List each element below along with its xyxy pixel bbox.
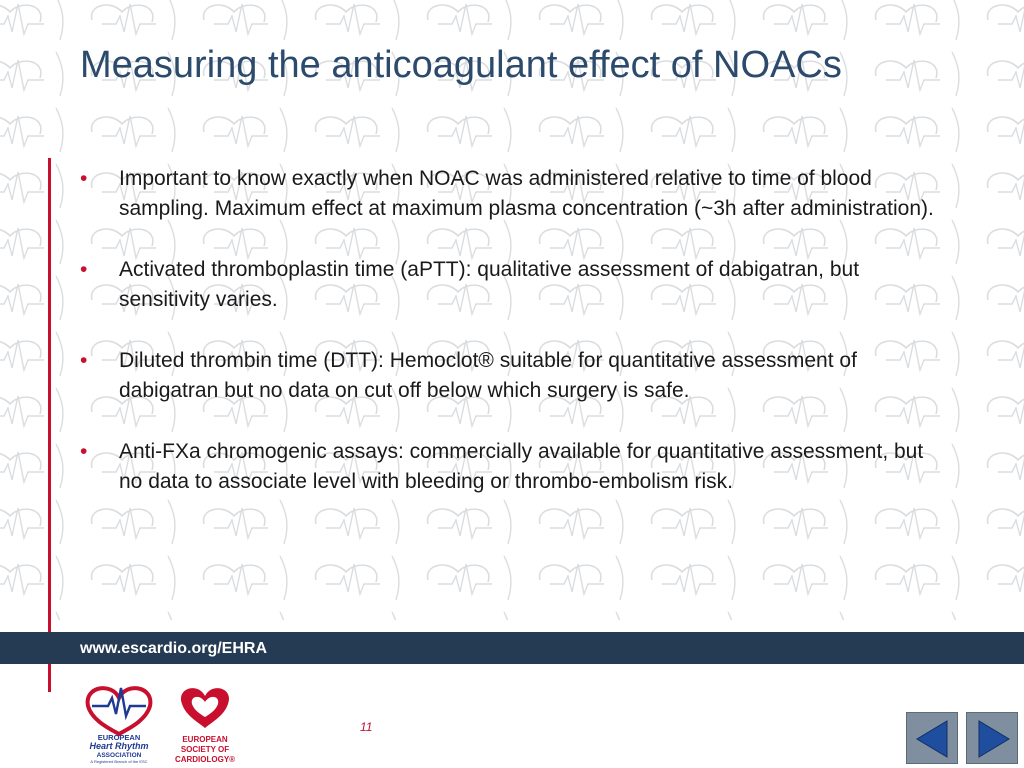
bullet-text: Important to know exactly when NOAC was administered relative to time of blood sampling. Maximum effect at maximum plasma concentration (~3h after administration). [119, 167, 934, 220]
bullet-text: Diluted thrombin time (DTT): Hemoclot® suitable for quantitative assessment of dabigatran but no data on cut off below which surgery is safe. [119, 349, 857, 402]
bullet-marker: • [80, 258, 88, 281]
next-slide-button[interactable] [966, 712, 1018, 764]
svg-text:EUROPEAN: EUROPEAN [182, 735, 228, 744]
svg-text:ASSOCIATION: ASSOCIATION [96, 752, 142, 759]
slide-title: Measuring the anticoagulant effect of NOACs [80, 44, 842, 86]
triangle-left-icon [907, 713, 959, 765]
bullet-text: Activated thromboplastin time (aPTT): qualitative assessment of dabigatran, but sensitivity varies. [119, 258, 860, 311]
svg-text:CARDIOLOGY®: CARDIOLOGY® [174, 755, 236, 764]
bullet-item [76, 255, 946, 315]
bullet-item [76, 346, 946, 406]
ehra-logo [74, 678, 164, 764]
svg-text:SOCIETY OF: SOCIETY OF [180, 745, 230, 754]
svg-text:Heart Rhythm: Heart Rhythm [89, 741, 149, 751]
bullet-marker: • [80, 349, 88, 372]
triangle-right-icon [967, 713, 1019, 765]
page-number: 11 [360, 720, 373, 734]
bullet-item [76, 164, 946, 224]
bullet-marker: • [80, 440, 88, 463]
svg-text:A Registered Branch of the ESC: A Registered Branch of the ESC [90, 759, 148, 764]
bullet-marker: • [80, 167, 88, 190]
bullet-text: Anti-FXa chromogenic assays: commercially available for quantitative assessment, but no data to associate level with bleeding or thrombo-embolism risk. [119, 440, 924, 493]
bullet-item [76, 437, 946, 497]
previous-slide-button[interactable] [906, 712, 958, 764]
footer-url-link[interactable]: www.escardio.org/EHRA [80, 640, 267, 657]
esc-logo [170, 682, 240, 766]
accent-vertical-rule [48, 158, 51, 692]
bullet-list [76, 164, 946, 497]
svg-text:EUROPEAN: EUROPEAN [97, 733, 141, 742]
